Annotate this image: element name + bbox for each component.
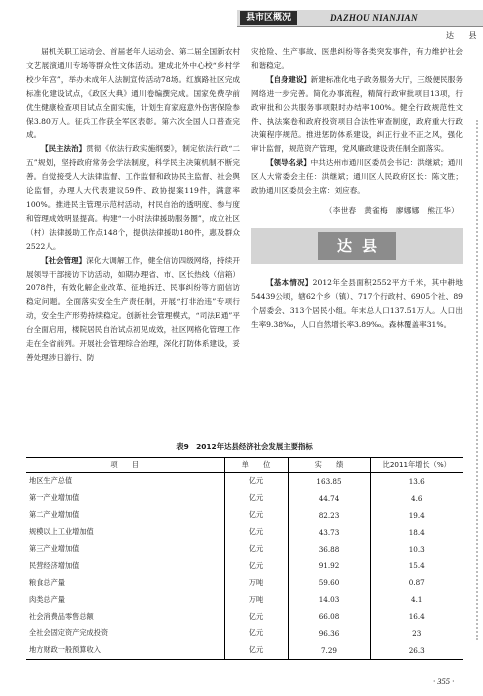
column-header-unit: 单 位	[224, 458, 288, 473]
cell-value: 82.23	[288, 507, 370, 524]
cell-value: 14.03	[288, 591, 370, 608]
section-label-leaders: 【领导名录】	[266, 158, 311, 168]
cell-growth: 18.4	[370, 524, 463, 541]
table-row	[26, 591, 463, 608]
section-tag: 县市区概况	[240, 11, 297, 25]
section-label-basic-info: 【基本情况】	[266, 277, 313, 287]
table-row	[26, 490, 463, 507]
cell-item: 地方财政一般预算收入	[29, 645, 101, 655]
column-header-growth: 比2011年增长（%）	[370, 458, 463, 473]
cell-item: 社会消费品零售总额	[29, 611, 94, 621]
cell-item: 粮食总产量	[29, 577, 65, 587]
section-label-democracy-law: 【民主法治】	[41, 144, 87, 154]
cell-growth: 4.1	[370, 591, 463, 608]
cell-unit: 亿元	[224, 490, 288, 507]
column-header-value: 实 绩	[288, 458, 370, 473]
table-row	[26, 574, 463, 591]
county-banner	[251, 228, 463, 264]
cell-unit: 万吨	[224, 574, 288, 591]
table-row	[26, 541, 463, 558]
table-row	[26, 524, 463, 541]
cell-value: 91.92	[288, 557, 370, 574]
paragraph-leaders-body: 中共达州市通川区委员会书记：洪继斌；通川区人大常委会主任：洪继斌；通川区人民政府区长：陈文胜；政协通川区委员会主席：刘应春。	[251, 158, 463, 196]
table-row	[26, 625, 463, 642]
margin-dotted-rule	[473, 120, 478, 640]
cell-growth: 19.4	[370, 507, 463, 524]
cell-unit: 亿元	[224, 608, 288, 625]
right-column	[251, 45, 463, 332]
table-body	[26, 473, 463, 660]
cell-item: 第一产业增加值	[29, 493, 80, 503]
cell-growth: 23	[370, 625, 463, 642]
cell-growth: 15.4	[370, 557, 463, 574]
cell-value: 44.74	[288, 490, 370, 507]
cell-unit: 亿元	[224, 642, 288, 659]
cell-item: 第三产业增加值	[29, 544, 80, 553]
table-row	[26, 608, 463, 625]
paragraph-leaders	[251, 156, 463, 198]
paragraph-social-management	[26, 254, 240, 365]
table-row	[26, 642, 463, 659]
cell-growth: 4.6	[370, 490, 463, 507]
cell-growth: 0.87	[370, 574, 463, 591]
paragraph-democracy-law-body: 贯彻《依法行政实施纲要》，制定依法行政“二五”规划，坚持政府常务会学法制度，科学民主决策机制不断完善。自觉接受人大法律监督、工作监督和政协民主监督、社会舆论监督，办理人大代表建议59件、政协提案119件，满意率100%。推进民主管理示范村活动，村民自治的透明度、参与度和管理成效明显提高。构建“一小时法律援助服务圈”，成立社区（村）法律援助工作点148个，提供法律援助180件，惠及群众2522人。	[26, 144, 240, 251]
section-label-self-building: 【自身建设】	[266, 74, 311, 84]
signers: （李世春 黄雀梅 廖娜娜 熊江华）	[324, 205, 459, 215]
county-banner-title: 达县	[318, 232, 396, 260]
table-row	[26, 507, 463, 524]
cell-value: 43.73	[288, 524, 370, 541]
cell-item: 全社会固定资产完成投资	[29, 628, 109, 638]
column-header-item: 项 目	[26, 458, 224, 473]
cell-unit: 亿元	[224, 473, 288, 490]
cell-growth: 26.3	[370, 642, 463, 659]
cell-item: 规模以上工业增加值	[29, 527, 94, 537]
paragraph-self-building-body: 新建标准化电子政务服务大厅，三级便民服务网络进一步完善。简化办事流程，精简行政审批项目13项，行政审批和公共服务事项限时办结率100%。健全行政规范性文件、执法案卷和政府投资项目合法性审查制度，政府重大行政决策程序规范。推进惩防体系建设，纠正行业不正之风，强化审计监督，规范资产管理，党风廉政建设责任制全面落实。	[251, 74, 463, 154]
cell-item: 第二产业增加值	[29, 510, 80, 520]
cell-value: 66.08	[288, 608, 370, 625]
paragraph-continued: 灾抢险、生产事故、医患纠纷等各类突发事件，有力维护社会和谐稳定。	[251, 47, 463, 70]
page-number: · 355 ·	[433, 676, 455, 686]
paragraph-self-building	[251, 73, 463, 156]
cell-growth: 16.4	[370, 608, 463, 625]
cell-value: 59.60	[288, 574, 370, 591]
table-row	[26, 473, 463, 490]
journal-name: DAZHOU NIANJIAN	[330, 13, 418, 23]
cell-value: 96.36	[288, 625, 370, 642]
paragraph-basic-info-body: 2012年全县面积2552平方千米，其中耕地54439公顷，辖62个乡（镇）、717个行政村、6905个社、89个居委会、313个居民小组。年末总人口137.51万人。人口出生率9.38‰，人口自然增长率3.89‰。森林覆盖率31%。	[251, 277, 463, 329]
table-title: 表9 2012年达县经济社会发展主要指标	[176, 442, 313, 451]
cell-item: 民营经济增加值	[29, 560, 80, 570]
cell-unit: 亿元	[224, 507, 288, 524]
table-header-row	[26, 458, 463, 473]
cell-item: 地区生产总值	[29, 476, 73, 486]
cell-unit: 万吨	[224, 591, 288, 608]
paragraph-culture: 届机关职工运动会、首届老年人运动会、第二届全国新农村文艺展演通川专场等群众性文体活动。建成北外中心校“乡村学校少年宫”，举办未成年人法制宣传活动78场。红旗路社区完成标准化建设试点，《政区大典》通川卷编撰完成。国家免费孕前优生健康检查项目试点全面实施，计划生育家庭意外伤害保险参保3.80万人。征兵工作获全军区表彰。第六次全国人口普查完成。	[26, 47, 240, 140]
left-column	[26, 45, 240, 365]
running-county-title: 达 县	[446, 31, 483, 40]
paragraph-basic-info	[251, 276, 463, 332]
cell-item: 肉类总产量	[29, 594, 65, 604]
paragraph-social-management-body: 深化大调解工作，健全信访四级网络，持续开展领导干部接访下访活动，如期办理省、市、区长热线（信箱）2078件，有效化解企业改革、征地拆迁、民事纠纷等方面信访稳定问题。全面落实安全生产责任制，开展“打非治违”专项行动，安全生产形势持续稳定。创新社会管理模式，“司法E通”平台全面启用，楼院居民自治试点初见成效，社区网格化管理工作走在全省前列。开展社会管理综合治理，深化打防体系建设，妥善处理涉日游行、防	[26, 255, 240, 362]
cell-value: 163.85	[288, 473, 370, 490]
paragraph-democracy-law	[26, 142, 240, 253]
cell-value: 7.29	[288, 642, 370, 659]
cell-growth: 10.3	[370, 541, 463, 558]
cell-unit: 亿元	[224, 541, 288, 558]
section-label-social-management: 【社会管理】	[41, 255, 87, 265]
cell-value: 36.88	[288, 541, 370, 558]
cell-unit: 亿元	[224, 524, 288, 541]
cell-unit: 亿元	[224, 557, 288, 574]
cell-unit: 亿元	[224, 625, 288, 642]
indicators-table	[26, 457, 463, 660]
table-row	[26, 557, 463, 574]
cell-growth: 13.6	[370, 473, 463, 490]
